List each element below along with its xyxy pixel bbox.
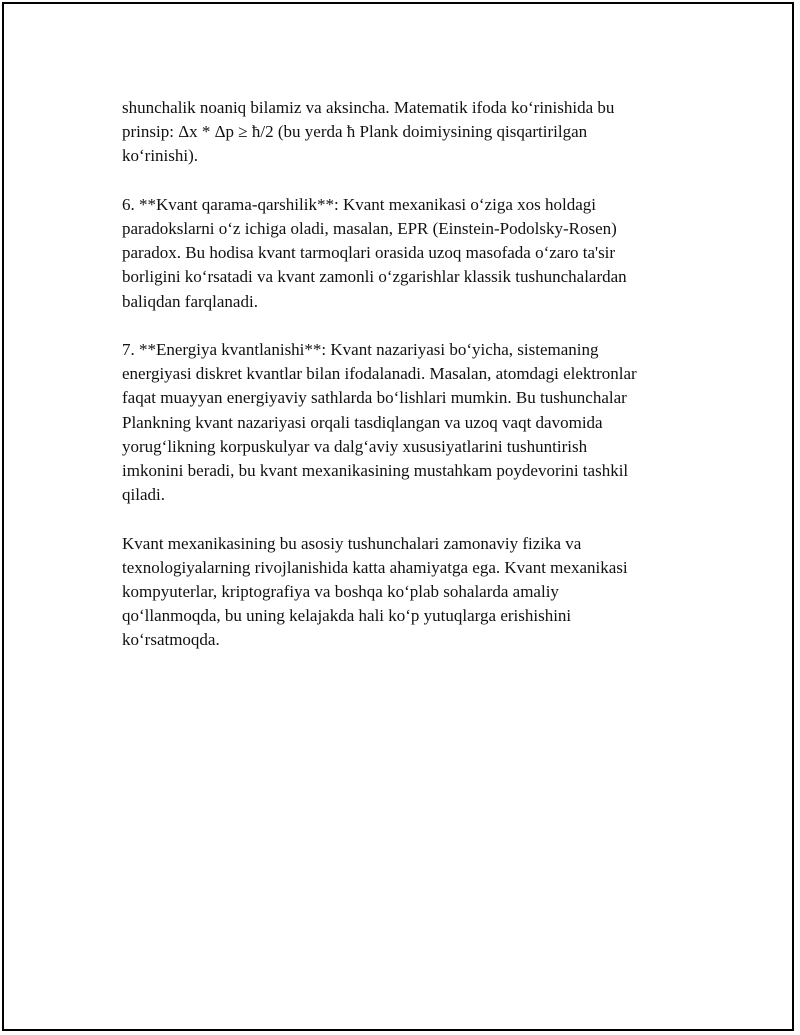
paragraph-energy-quantization: 7. **Energiya kvantlanishi**: Kvant nazariyasi bo‘yicha, sistemaning energiyasi diskret kvantlar bilan ifodalanadi. Masalan, atomdagi elektronlar faqat muayyan energiyaviy sathlarda bo‘lishlari mumkin. Bu tushunchalar Plankning kvant nazariyasi orqali tasdiqlangan va uzoq vaqt davomida yorug‘likning korpuskulyar va dalg‘aviy xususiyatlarini tushuntirish imkonini beradi, bu kvant mexanikasining mustahkam poydevorini tashkil qiladi. [122,340,637,505]
paragraph-conclusion: Kvant mexanikasining bu asosiy tushunchalari zamonaviy fizika va texnologiyalarning rivojlanishida katta ahamiyatga ega. Kvant mexanikasi kompyuterlar, kriptografiya va boshqa ko‘plab sohalarda amaliy qo‘llanmoqda, bu uning kelajakda hali ko‘p yutuqlarga erishishini ko‘rsatmoqda. [122,533,628,650]
document-body [122,96,702,677]
paragraph-uncertainty-continuation: shunchalik noaniq bilamiz va aksincha. Matematik ifoda ko‘rinishida bu prinsip: Δx * Δp ≥ ħ/2 (bu yerda ħ Plank doimiysining qisqartirilgan ko‘rinishi). [122,98,615,166]
paragraph-quantum-paradox: 6. **Kvant qarama-qarshilik**: Kvant mexanikasi o‘ziga xos holdagi paradokslarni o‘z ichiga oladi, masalan, EPR (Einstein-Podolsky-Rosen) paradox. Bu hodisa kvant tarmoqlari orasida uzoq masofada o‘zaro ta'sir borligini ko‘rsatadi va kvant zamonli o‘zgarishlar klassik tushunchalardan baliqdan farqlanadi. [122,194,627,311]
page-frame [2,2,794,1031]
